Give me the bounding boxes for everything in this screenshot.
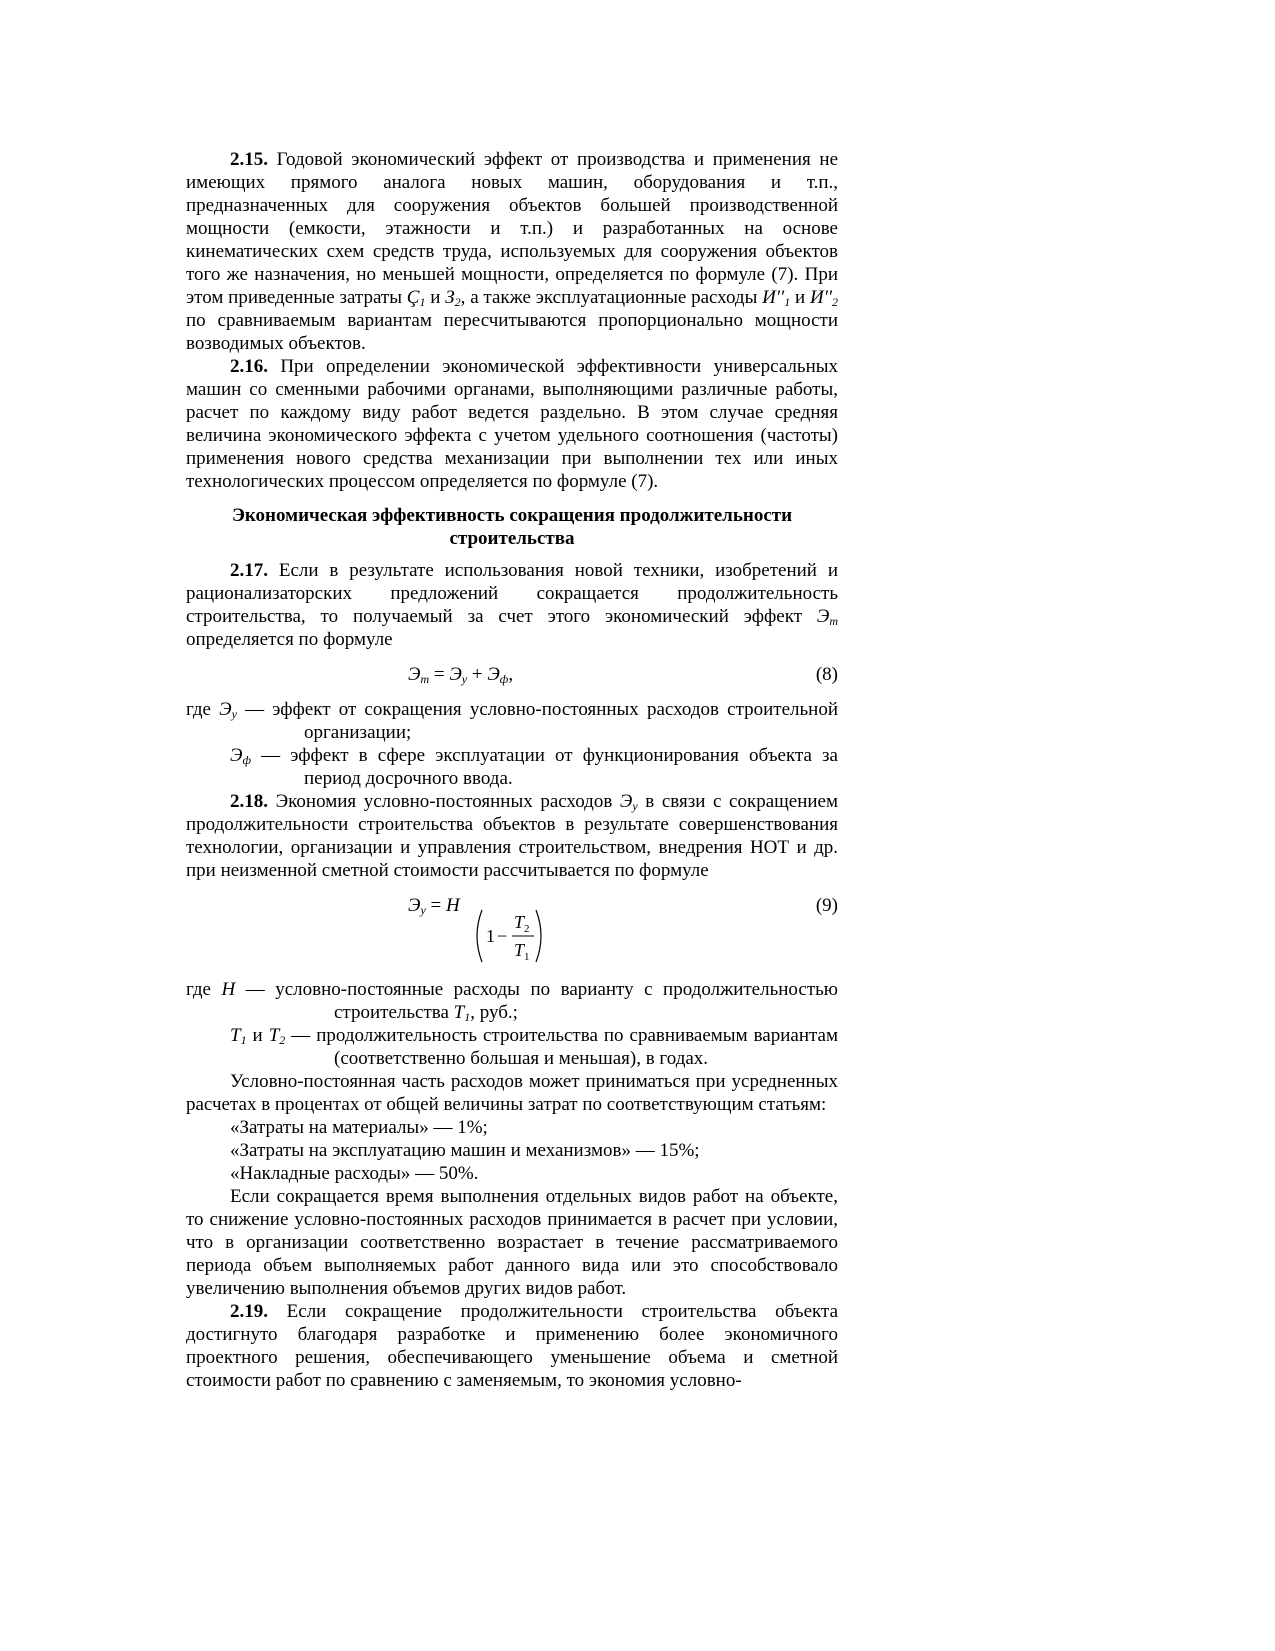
var-et: $Э_т$ bbox=[816, 606, 838, 628]
document-page bbox=[186, 148, 838, 1392]
list-item: «Затраты на эксплуатацию машин и механизмов» — 15%; bbox=[230, 1140, 700, 1161]
clause-number: 2.19. bbox=[230, 1301, 268, 1322]
svg-text:T: T bbox=[514, 940, 525, 960]
formula-8-expression: $Э_т = Э_у + Э_ф$, bbox=[408, 664, 514, 686]
var-z2: $З_2$ bbox=[445, 287, 461, 309]
paragraph-2-16: 2.16. При определении экономической эффективности универсальных машин со сменными рабочими органами, выполняющими различные работы, расчет по каждому виду работ ведется раздельно. В этом случае средняя величина экономического эффекта с учетом удельного соотношения (частоты) применения нового средства механизации при выполнении тех или иных технологических процессом определяется по формуле (7). bbox=[186, 356, 838, 492]
paragraph-conditional: Условно-постоянная часть расходов может приниматься при усредненных расчетах в процентах от общей величины затрат по соответствующим статьям: bbox=[186, 1071, 838, 1115]
var-i1: $И''_1$ bbox=[762, 287, 791, 309]
clause-number: 2.16. bbox=[230, 356, 268, 377]
list-item: «Затраты на материалы» — 1%; bbox=[230, 1117, 488, 1138]
paragraph-if: Если сокращается время выполнения отдельных видов работ на объекте, то снижение условно-постоянных расходов принимается в расчет при условии, что в организации соответственно возрастает в течение рассматриваемого периода объем выполняемых работ данного вида или это способствовало увеличению выполнения объемов других видов работ. bbox=[186, 1186, 838, 1299]
clause-number: 2.18. bbox=[230, 791, 268, 812]
clause-number: 2.17. bbox=[230, 560, 268, 581]
paragraph-2-19: 2.19. Если сокращение продолжительности строительства объекта достигнуто благодаря разработке и применению более экономичного проектного решения, обеспечивающего уменьшение объема и сметной стоимости работ по сравнению с заменяемым, то экономия условно- bbox=[186, 1301, 838, 1391]
paragraph-2-18: 2.18. Экономия условно-постоянных расходов $Э_у$ в связи с сокращением продолжительности строительства объектов в результате совершенствования технологии, организации и управления строительством, внедрения НОТ и др. при неизменной сметной стоимости рассчитывается по формуле bbox=[186, 791, 838, 881]
paragraph-2-17: 2.17. Если в результате использования новой техники, изобретений и рационализаторских предложений сокращается продолжительность строительства, то получаемый за счет этого экономический эффект $Э_т$ определяется по формуле bbox=[186, 560, 838, 650]
where-9-item-2: $Т_1$ и $Т_2$ — продолжительность строительства по сравниваемым вариантам (соответственно большая и меньшая), в годах. bbox=[230, 1025, 838, 1069]
list-item: «Накладные расходы» — 50%. bbox=[230, 1163, 479, 1184]
formula-9-number: (9) bbox=[815, 895, 838, 916]
formula-9-fraction bbox=[474, 908, 544, 964]
var-ey: $Э_у$ bbox=[619, 791, 638, 813]
clause-number: 2.15. bbox=[230, 149, 268, 170]
svg-text:1: 1 bbox=[524, 951, 530, 963]
svg-text:2: 2 bbox=[524, 923, 530, 935]
section-heading: Экономическая эффективность сокращения продолжительности строительства bbox=[231, 505, 793, 549]
var-c1: $Ç_1$ bbox=[406, 287, 426, 309]
svg-text:−: − bbox=[497, 926, 508, 946]
formula-9 bbox=[186, 894, 838, 963]
var-i2: $И''_2$ bbox=[809, 287, 839, 309]
formula-9-expression: $Э_у = Н$ bbox=[408, 895, 460, 917]
where-9-item-1: где Н — условно-постоянные расходы по варианту с продолжительностью строительства $Т_1$, руб.; bbox=[186, 979, 838, 1024]
svg-text:1: 1 bbox=[486, 926, 495, 946]
formula-8-number: (8) bbox=[815, 664, 838, 685]
where-8-item-1: где $Э_у$ — эффект от сокращения условно-постоянных расходов строительной организации; bbox=[186, 699, 838, 743]
formula-8 bbox=[186, 663, 838, 686]
where-8-item-2: $Э_ф$ — эффект в сфере эксплуатации от функционирования объекта за период досрочного ввода. bbox=[230, 745, 838, 789]
svg-text:T: T bbox=[514, 912, 525, 932]
paragraph-2-15: 2.15. Годовой экономический эффект от производства и применения не имеющих прямого аналога новых машин, оборудования и т.п., предназначенных для сооружения объектов большей производственной мощности (емкости, этажности и т.п.) и разработанных на основе кинематических схем средств труда, используемых для сооружения объектов того же назначения, но меньшей мощности, определяется по формуле (7). При этом приведенные затраты $Ç_1$ и $З_2$, а также эксплуатационные расходы $И''_1$ и $И''_2$ по сравниваемым вариантам пересчитываются пропорционально мощности возводимых объектов. bbox=[186, 149, 839, 354]
